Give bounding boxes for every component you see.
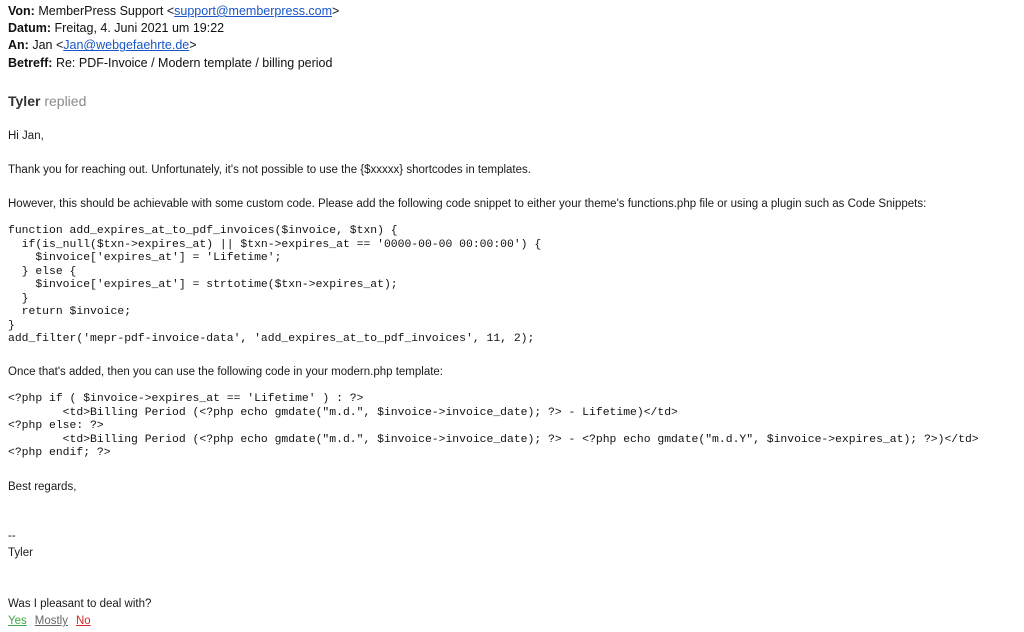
from-email-link[interactable]: support@memberpress.com: [174, 4, 333, 18]
subject-label: Betreff:: [8, 55, 53, 70]
closing: Best regards,: [8, 481, 77, 493]
reply-heading: [8, 92, 86, 110]
date-value: Freitag, 4. Juni 2021 um 19:22: [54, 21, 225, 36]
subject-value: Re: PDF-Invoice / Modern template / billing period: [55, 55, 333, 70]
reply-author: Tyler: [8, 93, 41, 109]
feedback-options: [8, 614, 99, 628]
to-email-link[interactable]: Jan@webgefaehrte.de: [63, 38, 190, 53]
feedback-question: Was I pleasant to deal with?: [8, 598, 152, 610]
from-label: Von:: [8, 4, 35, 18]
to-label: An:: [8, 38, 29, 53]
feedback-mostly-link[interactable]: Mostly: [34, 615, 68, 627]
reply-verb: replied: [44, 93, 87, 109]
from-row: [8, 3, 988, 20]
greeting: Hi Jan,: [8, 130, 44, 142]
code-snippet-template: <?php if ( $invoice->expires_at == 'Lifetime' ) : ?> <td>Billing Period (<?php echo gmdate("m.d.", $invoice->invoice_date); ?> - Lifetime)</td> <?php else: ?> <td>Billing Period (<?php echo gmdate("m.d.", $invoice->invoice_date); ?> - <?php echo gmdate("m.d.Y", $invoice->expires_at); ?>)</td> <?php endif; ?>: [8, 393, 979, 459]
email-header: [8, 3, 988, 72]
to-suffix: >: [189, 38, 197, 53]
to-name: Jan <: [32, 38, 64, 53]
to-row: [8, 37, 988, 54]
from-name: MemberPress Support <: [38, 4, 175, 18]
signature-separator: --: [8, 530, 16, 542]
paragraph-intro: Thank you for reaching out. Unfortunately, it's not possible to use the {$xxxxx} shortcodes in templates.: [8, 164, 531, 176]
from-suffix: >: [332, 4, 340, 18]
feedback-no-link[interactable]: No: [76, 615, 91, 627]
date-row: [8, 20, 988, 37]
date-label: Datum:: [8, 21, 52, 36]
paragraph-template-usage: Once that's added, then you can use the following code in your modern.php template:: [8, 366, 444, 378]
subject-row: [8, 55, 988, 72]
paragraph-instructions: However, this should be achievable with some custom code. Please add the following code snippet to either your theme's functions.php file or using a plugin such as Code Snippets:: [8, 198, 927, 210]
signature-name: Tyler: [8, 547, 33, 559]
code-snippet-functions: function add_expires_at_to_pdf_invoices($invoice, $txn) { if(is_null($txn->expires_at) || $txn->expires_at == '0000-00-00 00:00:00') { $invoice['expires_at'] = 'Lifetime'; } else { $invoice['expires_at'] = strtotime($txn->expires_at); } return $invoice; } add_filter('mepr-pdf-invoice-data', 'add_expires_at_to_pdf_invoices', 11, 2);: [8, 225, 542, 345]
feedback-yes-link[interactable]: Yes: [8, 615, 27, 627]
